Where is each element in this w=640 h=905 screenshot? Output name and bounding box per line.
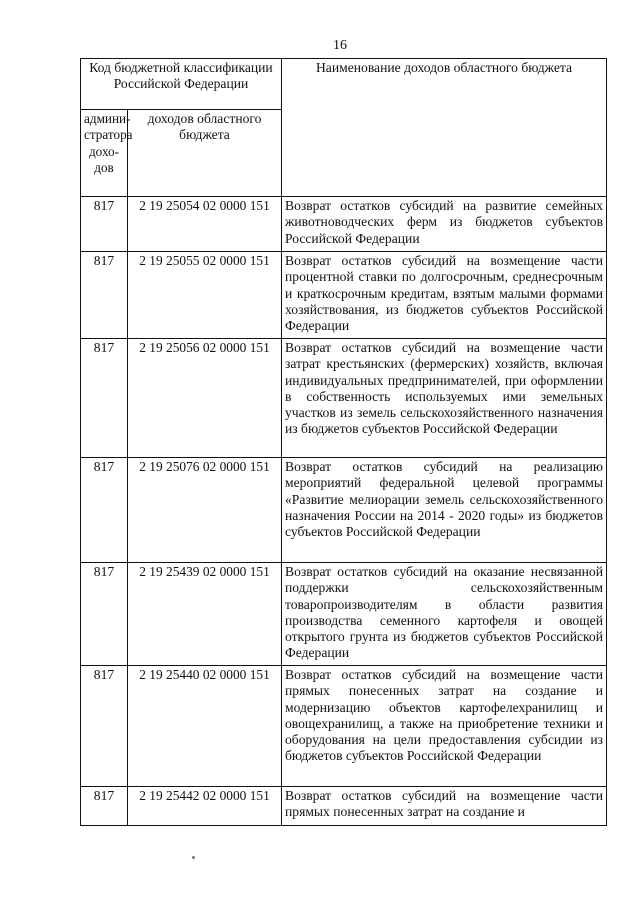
table-row <box>81 458 607 563</box>
income-code-cell: 2 19 25442 02 0000 151 <box>128 787 282 826</box>
income-code-cell: 2 19 25440 02 0000 151 <box>128 666 282 787</box>
header-administrator: админи-стратора дохо-дов <box>81 110 128 197</box>
table-row <box>81 787 607 826</box>
table-row <box>81 197 607 252</box>
admin-code-cell: 817 <box>81 339 128 458</box>
income-name-cell: Возврат остатков субсидий на развитие семейных животноводческих ферм из бюджетов субъектов Российской Федерации <box>282 197 607 252</box>
header-budget-classification-code: Код бюджетной классификации Российской Федерации <box>81 59 282 110</box>
admin-code-cell: 817 <box>81 252 128 339</box>
income-code-cell: 2 19 25076 02 0000 151 <box>128 458 282 563</box>
table-row <box>81 252 607 339</box>
income-code-cell: 2 19 25056 02 0000 151 <box>128 339 282 458</box>
budget-income-table <box>80 58 607 826</box>
header-income-name: Наименование доходов областного бюджета <box>282 59 607 197</box>
admin-code-cell: 817 <box>81 563 128 666</box>
income-name-cell: Возврат остатков субсидий на возмещение части прямых понесенных затрат на создание и <box>282 787 607 826</box>
income-name-cell: Возврат остатков субсидий на возмещение части прямых понесенных затрат на создание и модернизацию объектов картофелехранилищ и овощехранилищ, а также на приобретение техники и оборудования на цели предоставления субсидии из бюджетов субъектов Российской Федерации <box>282 666 607 787</box>
scan-speck <box>192 856 195 859</box>
admin-code-cell: 817 <box>81 458 128 563</box>
income-name-cell: Возврат остатков субсидий на возмещение части затрат крестьянских (фермерских) хозяйств, включая индивидуальных предпринимателей, при оформлении в собственность используемых ими земельных участков из земель сельскохозяйственного назначения из бюджетов субъектов Российской Федерации <box>282 339 607 458</box>
income-name-cell: Возврат остатков субсидий на возмещение части процентной ставки по долгосрочным, среднесрочным и краткосрочным кредитам, взятым малыми формами хозяйствования, из бюджетов субъектов Российской Федерации <box>282 252 607 339</box>
table-row <box>81 563 607 666</box>
income-code-cell: 2 19 25439 02 0000 151 <box>128 563 282 666</box>
page-number: 16 <box>333 38 347 53</box>
income-code-cell: 2 19 25054 02 0000 151 <box>128 197 282 252</box>
income-name-cell: Возврат остатков субсидий на реализацию мероприятий федеральной целевой программы «Развитие мелиорации земель сельскохозяйственного назначения России на 2014 - 2020 годы» из бюджетов субъектов Российской Федерации <box>282 458 607 563</box>
admin-code-cell: 817 <box>81 787 128 826</box>
admin-code-cell: 817 <box>81 666 128 787</box>
table-row <box>81 666 607 787</box>
table-row <box>81 339 607 458</box>
income-name-cell: Возврат остатков субсидий на оказание несвязанной поддержки сельскохозяйственным товаропроизводителям в области развития производства семенного картофеля и овощей открытого грунта из бюджетов субъектов Российской Федерации <box>282 563 607 666</box>
header-income-code: доходов областного бюджета <box>128 110 282 197</box>
admin-code-cell: 817 <box>81 197 128 252</box>
income-code-cell: 2 19 25055 02 0000 151 <box>128 252 282 339</box>
